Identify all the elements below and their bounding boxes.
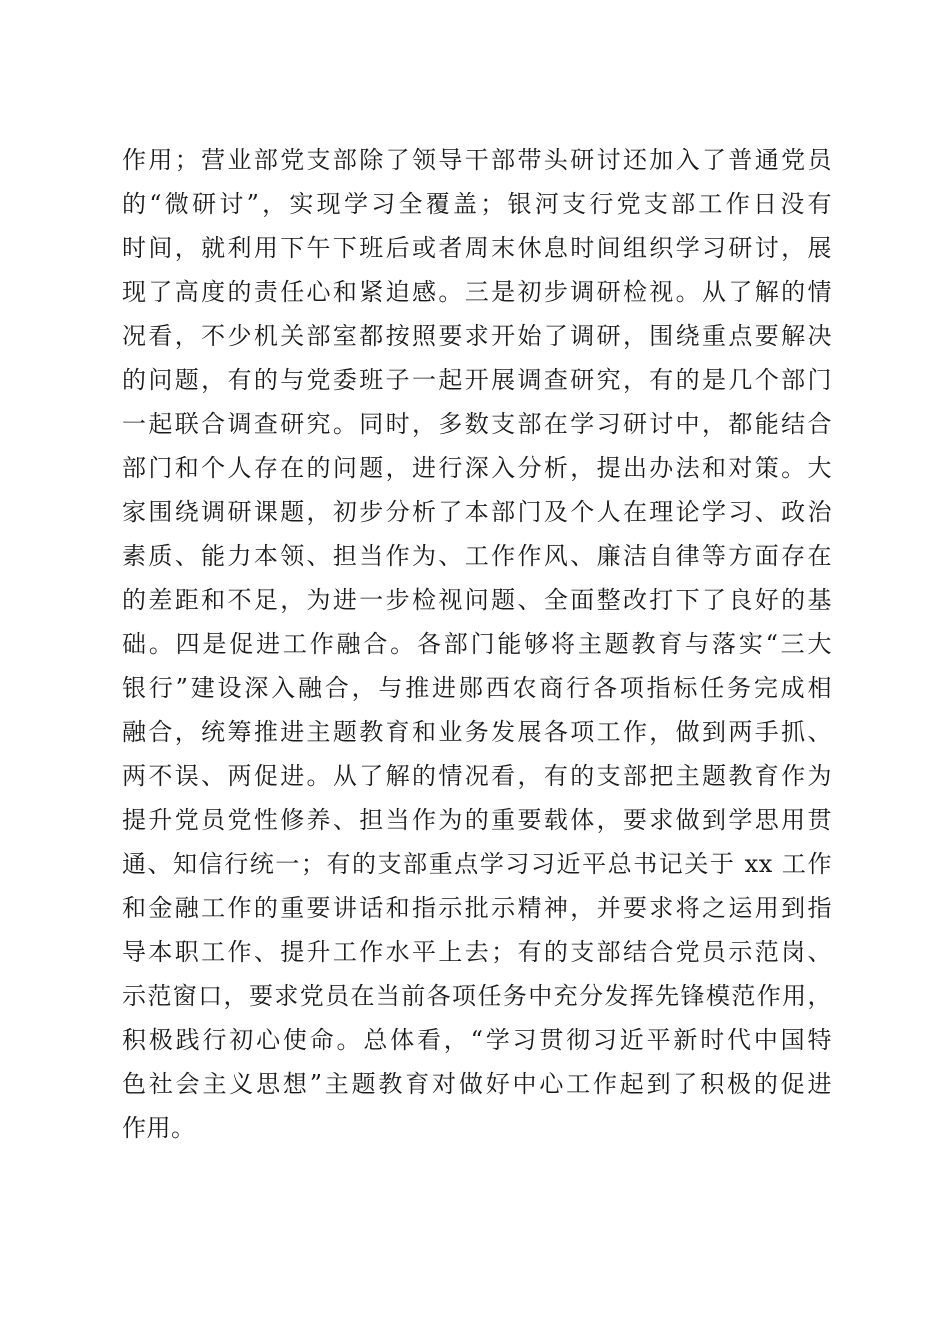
text-line: 提升党员党性修养、担当作为的重要载体，要求做到学思用贯 [122,806,832,834]
text-line: 作用。 [122,1114,196,1142]
text-line: 两不误、两促进。从了解的情况看，有的支部把主题教育作为 [122,762,832,790]
body-paragraph [122,138,832,1150]
text-line: 导本职工作、提升工作水平上去；有的支部结合党员示范岗、 [122,938,832,966]
text-line: 示范窗口，要求党员在当前各项任务中充分发挥先锋模范作用， [122,982,832,1010]
text-line: 部门和个人存在的问题，进行深入分析，提出办法和对策。大 [122,454,832,482]
text-line: 况看，不少机关部室都按照要求开始了调研，围绕重点要解决 [122,322,832,350]
text-line: 银行”建设深入融合，与推进郧西农商行各项指标任务完成相 [122,674,832,702]
text-line: 积极践行初心使命。总体看，“学习贯彻习近平新时代中国特 [122,1026,832,1054]
text-line: 和金融工作的重要讲话和指示批示精神，并要求将之运用到指 [122,894,832,922]
text-line: 时间，就利用下午下班后或者周末休息时间组织学习研讨，展 [122,234,832,262]
text-line: 础。四是促进工作融合。各部门能够将主题教育与落实“三大 [122,630,832,658]
text-line: 融合，统筹推进主题教育和业务发展各项工作，做到两手抓、 [122,718,832,746]
text-line: 通、知信行统一；有的支部重点学习习近平总书记关于 xx 工作 [122,850,832,878]
text-line: 的问题，有的与党委班子一起开展调查研究，有的是几个部门 [122,366,832,394]
text-line: 色社会主义思想”主题教育对做好中心工作起到了积极的促进 [122,1070,832,1098]
text-line: 现了高度的责任心和紧迫感。三是初步调研检视。从了解的情 [122,278,832,306]
text-line: 的差距和不足，为进一步检视问题、全面整改打下了良好的基 [122,586,832,614]
text-line: 一起联合调查研究。同时，多数支部在学习研讨中，都能结合 [122,410,832,438]
text-line: 素质、能力本领、担当作为、工作作风、廉洁自律等方面存在 [122,542,832,570]
text-line: 的“微研讨”，实现学习全覆盖；银河支行党支部工作日没有 [122,190,832,218]
text-line: 家围绕调研课题，初步分析了本部门及个人在理论学习、政治 [122,498,832,526]
text-line: 作用；营业部党支部除了领导干部带头研讨还加入了普通党员 [122,146,832,174]
